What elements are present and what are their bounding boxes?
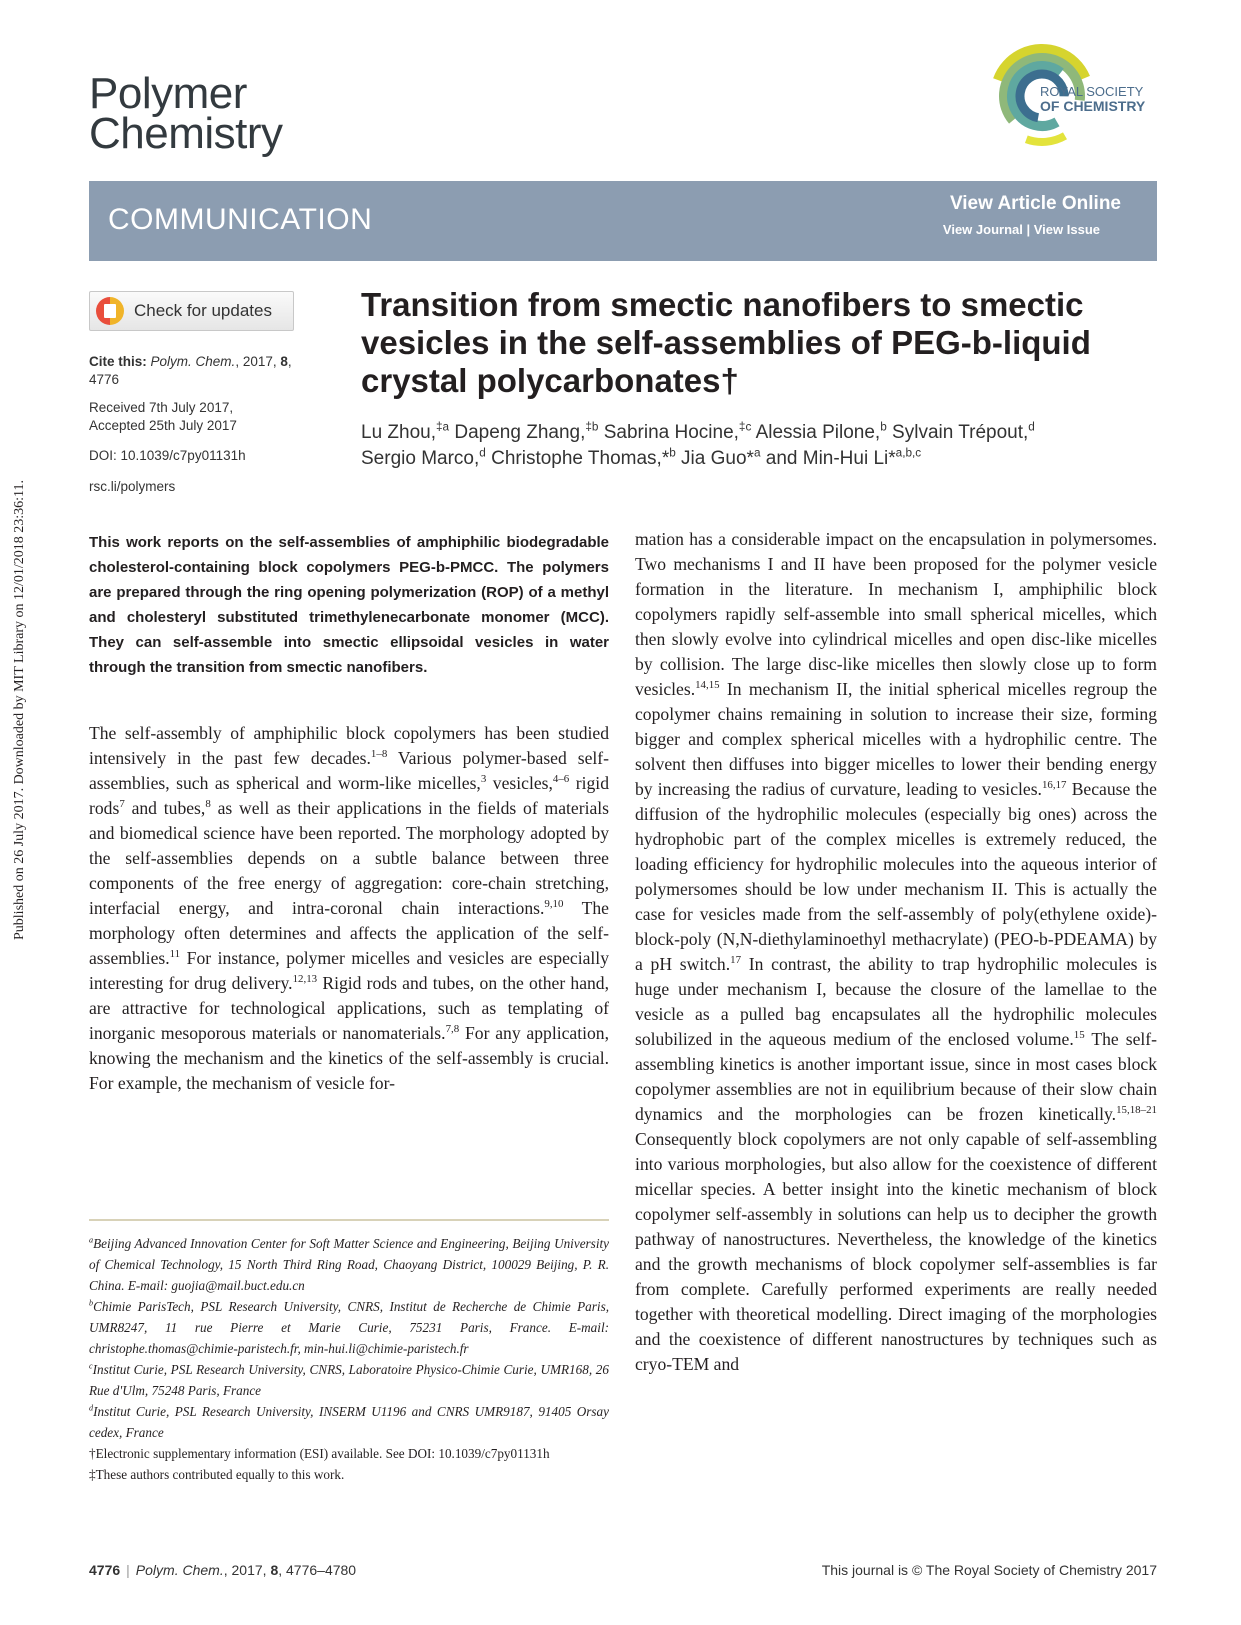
- footer-journal: Polym. Chem.: [135, 1562, 224, 1578]
- author-affiliation: b: [880, 420, 887, 434]
- journal-title[interactable]: [89, 69, 283, 158]
- doi[interactable]: DOI: 10.1039/c7py01131h: [89, 448, 246, 463]
- author-list: [361, 420, 1141, 472]
- body-text: rigid rods: [89, 773, 609, 818]
- author-name[interactable]: Lu Zhou,: [361, 422, 436, 443]
- view-issue-link[interactable]: View Issue: [1033, 222, 1100, 237]
- page-number: 4776: [89, 1562, 121, 1578]
- accepted-date: Accepted 25th July 2017: [89, 418, 237, 433]
- body-text: Rigid rods and tubes, on the other hand, are attractive for technological applications, such as templating of inorganic mesoporous materials or nanomaterials.: [89, 973, 609, 1043]
- cite-volume: 8: [280, 354, 288, 369]
- article-type: COMMUNICATION: [108, 203, 373, 236]
- reference-link[interactable]: 12,13: [292, 973, 318, 986]
- journal-title-line2: Chemistry: [89, 109, 283, 158]
- copyright-notice: This journal is © The Royal Society of Chemistry 2017: [821, 1562, 1157, 1578]
- page-footer-left: [89, 1562, 356, 1578]
- body-text: Consequently block copolymers are not only capable of self-assembling into various morphologies, but also allow for the coexistence of different micellar species. A better insight into the kinetic mechanism of block copolymer self-assembly in solutions can help us to decipher the growth pathway of nanostructures. Nevertheless, the knowledge of the kinetics and the growth mechanisms of block copolymer self-assemblies is far from complete. Carefully performed experiments are really needed together with theoretical modelling. Direct imaging of the morphologies and the coexistence of different nanostructures by techniques such as cryo-TEM and: [635, 1129, 1157, 1374]
- body-text: vesicles,: [486, 773, 553, 793]
- article-title: Transition from smectic nanofibers to smectic vesicles in the self-assemblies of PEG-b-liquid crystal polycarbonates†: [361, 286, 1091, 399]
- reference-link[interactable]: 17: [730, 954, 742, 967]
- reference-link[interactable]: 16,17: [1041, 779, 1067, 792]
- body-text: mation has a considerable impact on the encapsulation in polymersomes. Two mechanisms I and II have been proposed for the polymer vesicle formation in the literature. In mechanism I, amphiphilic block copolymers rapidly self-assemble into small spherical micelles, which then slowly evolve into cylindrical micelles and open disc-like micelles by collision. The large disc-like micelles then slowly close up to form vesicles.: [635, 529, 1157, 699]
- abstract: This work reports on the self-assemblies of amphiphilic biodegradable cholesterol-containing block copolymers PEG-b-PMCC. The polymers are prepared through the ring opening polymerization (ROP) of a methyl and cholesteryl substituted trimethylenecarbonate monomer (MCC). They can self-assemble into smectic ellipsoidal vesicles in water through the transition from smectic nanofibers.: [89, 534, 609, 676]
- body-text: The morphology often determines and affects the application of the self-assemblies.: [89, 898, 609, 968]
- rsc-logo-text: [1040, 85, 1145, 113]
- cite-pages: , 4776: [89, 354, 292, 387]
- affiliation-footnote: [89, 1401, 609, 1443]
- body-text: For any application, knowing the mechanism and the kinetics of the self-assembly is crucial. For example, the mechanism of vesicle for-: [89, 1023, 609, 1093]
- banner-links: [943, 222, 1100, 237]
- article-dates: [89, 399, 237, 435]
- journal-link[interactable]: rsc.li/polymers: [89, 479, 176, 494]
- received-date: Received 7th July 2017,: [89, 400, 234, 415]
- author-affiliation: d: [479, 446, 486, 460]
- author-affiliation: d: [1028, 420, 1035, 434]
- cite-year: , 2017,: [235, 354, 277, 369]
- body-column-left: [89, 721, 609, 1096]
- download-note: Published on 26 July 2017. Downloaded by MIT Library on 12/01/2018 23:36:11.: [12, 479, 27, 940]
- author-affiliation: a,b,c: [895, 446, 922, 460]
- reference-link[interactable]: 15: [1073, 1029, 1085, 1042]
- author-affiliation: ‡a: [436, 420, 450, 434]
- body-text: and tubes,: [124, 798, 206, 818]
- esi-footnote: †Electronic supplementary information (ESI) available. See DOI: 10.1039/c7py01131h: [89, 1446, 550, 1461]
- footnote-text: Institut Curie, PSL Research University, INSERM U1196 and CNRS UMR9187, 91405 Orsay cedex, France: [89, 1404, 609, 1440]
- reference-link[interactable]: 4–6: [552, 773, 570, 786]
- journal-title-line1: Polymer: [89, 69, 247, 118]
- rsc-logo-line1: ROYAL SOCIETY: [1040, 84, 1144, 99]
- body-column-right: [635, 527, 1157, 1377]
- author-name[interactable]: Sabrina Hocine,: [598, 422, 739, 443]
- footnote-text: Institut Curie, PSL Research University, CNRS, Laboratoire Physico-Chimie Curie, UMR168, 26 Rue d'Ulm, 75248 Paris, France: [89, 1362, 609, 1398]
- reference-link[interactable]: 7: [119, 798, 125, 811]
- citation: [89, 353, 319, 389]
- reference-link[interactable]: 8: [205, 798, 211, 811]
- view-article-online-link[interactable]: View Article Online: [949, 193, 1121, 214]
- view-journal-link[interactable]: View Journal: [942, 222, 1023, 237]
- body-text: The self-assembly of amphiphilic block copolymers has been studied intensively in the past few decades.: [89, 723, 609, 768]
- crossmark-icon: [96, 297, 124, 325]
- check-for-updates-label: Check for updates: [134, 301, 272, 320]
- reference-link[interactable]: 15,18–21: [1116, 1104, 1157, 1117]
- affiliation-footnote: [89, 1359, 609, 1401]
- cite-journal: Polym. Chem.: [150, 354, 236, 369]
- footnote-mark: d: [89, 1403, 94, 1413]
- body-text: Because the diffusion of the hydrophilic molecules (especially big ones) across the hydrophobic part of the complex micelles is extremely reduced, the loading efficiency for hydrophilic molecules into the aqueous interior of polymersomes should be low under mechanism II. This is actually the case for vesicles made from the self-assembly of poly(ethylene oxide)-block-poly (N,N-diethylaminoethyl methacrylate) (PEO-b-PDEAMA) by a pH switch.: [635, 779, 1157, 974]
- body-text: For instance, polymer micelles and vesicles are especially interesting for drug delivery.: [89, 948, 609, 993]
- reference-link[interactable]: 7,8: [445, 1023, 460, 1036]
- affiliation-footnote: [89, 1233, 609, 1296]
- body-text: In mechanism II, the initial spherical micelles regroup the copolymer chains remaining in solution to increase their size, forming bigger and complex spherical micelles with a hydrophilic centre. The solvent then diffuses into bigger micelles to lower their bending energy by increasing the radius of curvature, leading to vesicles.: [635, 679, 1157, 799]
- author-affiliation: ‡c: [738, 420, 752, 434]
- footer-volume: 8: [270, 1562, 279, 1578]
- footnotes: [89, 1233, 609, 1485]
- footnote-divider: [89, 1219, 609, 1221]
- body-text: Various polymer-based self-assemblies, such as spherical and worm-like micelles,: [89, 748, 609, 793]
- author-name[interactable]: Christophe Thomas,*: [485, 448, 670, 469]
- author-name[interactable]: Alessia Pilone,: [751, 422, 881, 443]
- author-affiliation: ‡b: [585, 420, 599, 434]
- article-type-banner: [89, 181, 1157, 261]
- rsc-logo-line2: OF CHEMISTRY: [1040, 98, 1146, 114]
- footer-pages: , 4776–4780: [278, 1562, 357, 1578]
- reference-link[interactable]: 11: [169, 948, 181, 961]
- body-text: The self-assembling kinetics is another important issue, since in most cases block copolymer assemblies are not in equilibrium because of their slow chain dynamics and the morphologies can be frozen kinetically.: [635, 1029, 1157, 1124]
- footer-divider: |: [126, 1562, 130, 1578]
- footnote-mark: a: [89, 1235, 94, 1245]
- author-name[interactable]: Sergio Marco,: [361, 448, 480, 469]
- footnote-mark: c: [89, 1361, 93, 1371]
- banner-divider: |: [1026, 222, 1031, 237]
- footnote-text: Chimie ParisTech, PSL Research University, CNRS, Institut de Recherche de Chimie Paris, UMR8247, 11 rue Pierre et Marie Curie, 75231 Paris, France. E-mail: christophe.thomas@chimie-paristech.fr, min-hui.li@chimie-paristech.fr: [89, 1299, 609, 1356]
- body-text: as well as their applications in the fields of materials and biomedical science have been reported. The morphology adopted by the self-assemblies depends on a subtle balance between three components of the free energy of aggregation: core-chain stretching, interfacial energy, and intra-coronal chain interactions.: [89, 798, 609, 918]
- reference-link[interactable]: 9,10: [544, 898, 564, 911]
- footer-year: , 2017,: [223, 1562, 267, 1578]
- affiliation-footnote: [89, 1296, 609, 1359]
- footnote-mark: b: [89, 1298, 94, 1308]
- author-affiliation: a: [753, 446, 761, 460]
- reference-link[interactable]: 3: [480, 773, 487, 786]
- body-text: In contrast, the ability to trap hydrophilic molecules is huge under mechanism I, because the closure of the lamellae to the vesicle as a pulled bag encapsulates all the hydrophilic molecules solubilized in the aqueous medium of the enclosed volume.: [635, 954, 1157, 1049]
- check-for-updates-button[interactable]: [89, 291, 294, 331]
- equal-contribution-footnote: ‡These authors contributed equally to this work.: [89, 1467, 345, 1482]
- author-name[interactable]: Sylvain Trépout,: [886, 422, 1029, 443]
- author-affiliation: b: [669, 446, 676, 460]
- reference-link[interactable]: 1–8: [370, 748, 388, 761]
- footnote-text: Beijing Advanced Innovation Center for Soft Matter Science and Engineering, Beijing University of Chemical Technology, 15 North Third Ring Road, Chaoyang District, 100029 Beijing, P. R. China. E-mail: guojia@mail.buct.edu.cn: [89, 1236, 609, 1293]
- author-name[interactable]: Dapeng Zhang,: [449, 422, 586, 443]
- cite-label: Cite this:: [89, 354, 147, 369]
- author-name[interactable]: Jia Guo*: [675, 448, 754, 469]
- author-name[interactable]: and Min-Hui Li*: [760, 448, 896, 469]
- reference-link[interactable]: 14,15: [695, 679, 720, 692]
